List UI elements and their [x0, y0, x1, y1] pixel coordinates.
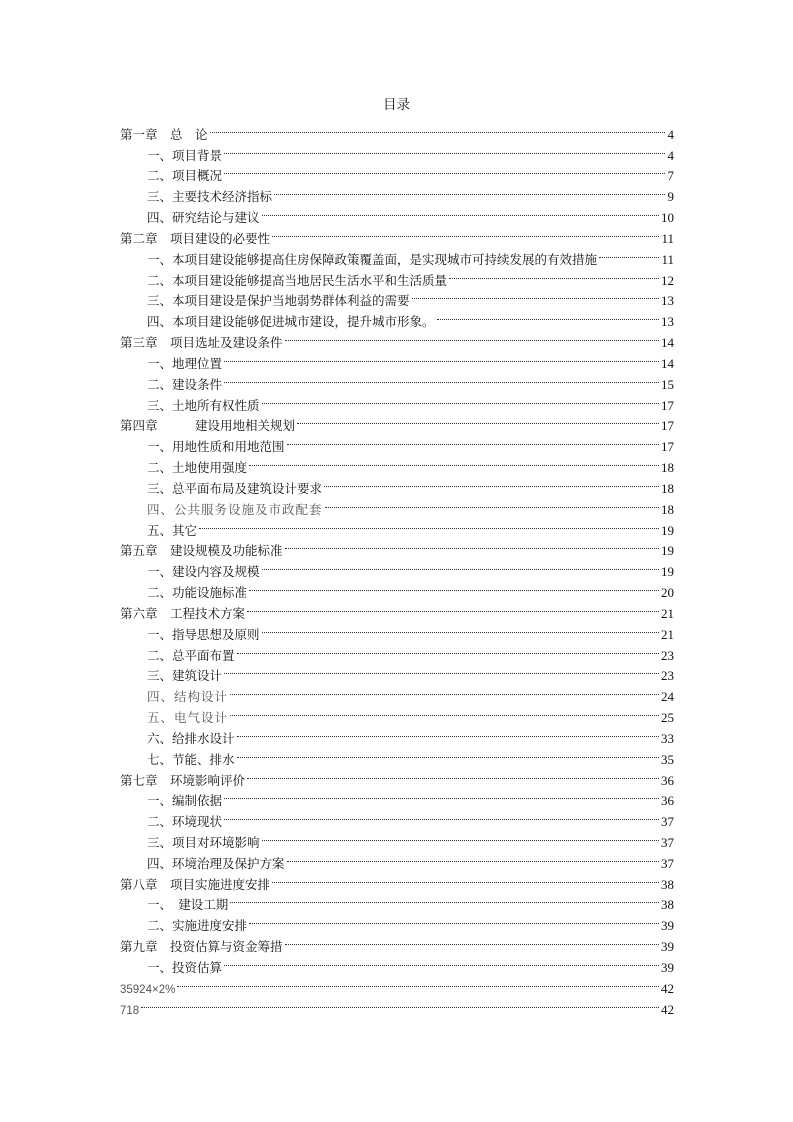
toc-entry-page-number: 14 [661, 355, 674, 371]
dot-leader [285, 326, 659, 347]
toc-entry-page-number: 15 [661, 376, 674, 392]
toc-entry-label: 四、结构设计 [147, 689, 229, 705]
toc-entry-page-number: 42 [661, 980, 674, 996]
toc-entry-label: 一、项目背景 [147, 147, 223, 163]
dot-leader [237, 722, 659, 743]
dot-leader [262, 201, 659, 222]
toc-entry-label: 四、环境治理及保护方案 [147, 855, 285, 871]
toc-entry-page-number: 37 [661, 814, 674, 830]
toc-entry-page-number: 20 [661, 585, 674, 601]
dot-leader [324, 472, 659, 493]
dot-leader [437, 305, 659, 326]
dot-leader [247, 597, 659, 618]
dot-leader [325, 493, 659, 514]
toc-entry-page-number: 24 [661, 689, 674, 705]
toc-entry-page-number: 23 [661, 668, 674, 684]
toc-entry-label: 二、功能设施标准 [147, 585, 248, 601]
toc-entry-page-number: 37 [661, 834, 674, 850]
toc-entry-page-number: 11 [661, 251, 674, 267]
toc-entry-page-number: 39 [661, 918, 674, 934]
dot-leader [287, 847, 659, 868]
dot-leader [224, 805, 659, 826]
toc-entry-label: 第二章 项目建设的必要性 [120, 230, 271, 246]
toc-entry-page-number: 13 [661, 314, 674, 330]
toc-entry-label: 三、总平面布局及建筑设计要求 [147, 480, 323, 496]
toc-entry-label: 三、主要技术经济指标 [147, 189, 273, 205]
toc-entry-label: 第五章 建设规模及功能标准 [120, 543, 283, 559]
toc-entry-page-number: 37 [661, 855, 674, 871]
toc-entry-page-number: 17 [661, 439, 674, 455]
toc-entry-label: 四、公共服务设施及市政配套 [147, 501, 323, 517]
toc-misc-entry[interactable] [120, 993, 674, 1017]
toc-entry-page-number: 13 [661, 293, 674, 309]
toc-entry-page-number: 19 [661, 522, 674, 538]
toc-entry-label: 一、地理位置 [147, 355, 223, 371]
toc-entry-page-number: 36 [661, 793, 674, 809]
dot-leader [177, 972, 659, 993]
dot-leader [262, 555, 659, 576]
toc-entry-label: 七、节能、排水 [147, 751, 235, 767]
dot-leader [230, 701, 659, 722]
toc-entry-page-number: 36 [661, 772, 674, 788]
toc-entry-page-number: 35 [661, 751, 674, 767]
toc-entry-label: 第七章 环境影响评价 [120, 772, 246, 788]
toc-entry-page-number: 14 [661, 335, 674, 351]
toc-entry-label: 二、项目概况 [147, 168, 223, 184]
toc-entry-label: 第三章 项目选址及建设条件 [120, 335, 283, 351]
toc-entry-page-number: 4 [667, 147, 674, 163]
dot-leader [274, 180, 665, 201]
dot-leader [224, 139, 665, 160]
toc-entry-label: 二、土地使用强度 [147, 460, 248, 476]
toc-entry-page-number: 7 [667, 168, 674, 184]
dot-leader [599, 243, 659, 264]
dot-leader [224, 160, 665, 181]
toc-entry-page-number: 11 [661, 230, 674, 246]
toc-entry-label: 一、指导思想及原则 [147, 626, 260, 642]
toc-entry-label: 第六章 工程技术方案 [120, 605, 246, 621]
toc-entry-label: 二、建设条件 [147, 376, 223, 392]
toc-entry-page-number: 18 [661, 480, 674, 496]
toc-entry-page-number: 38 [661, 876, 674, 892]
toc-entry-label: 五、其它 [147, 522, 198, 538]
toc-entry-page-number: 4 [667, 126, 674, 142]
toc-entry-label: 一、投资估算 [147, 959, 223, 975]
toc-entry-page-number: 23 [661, 647, 674, 663]
dot-leader [230, 889, 659, 910]
toc-entry-page-number: 39 [661, 959, 674, 975]
toc-entry-label: 四、本项目建设能够促进城市建设，提升城市形象。 [147, 314, 435, 330]
toc-entry-label: 第九章 投资估算与资金筹措 [120, 939, 283, 955]
dot-leader [237, 743, 659, 764]
toc-entry-page-number: 17 [661, 418, 674, 434]
toc-chapter-entry[interactable] [120, 118, 674, 142]
dot-leader [249, 451, 659, 472]
toc-entry-page-number: 25 [661, 710, 674, 726]
toc-entry-page-number: 33 [661, 730, 674, 746]
dot-leader [285, 535, 659, 556]
dot-leader [262, 389, 659, 410]
toc-entry-label: 三、建筑设计 [147, 668, 223, 684]
dot-leader [287, 430, 659, 451]
toc-entry-page-number: 18 [661, 501, 674, 517]
toc-entry-label: 二、总平面布置 [147, 647, 235, 663]
toc-entry-label: 五、电气设计 [147, 710, 229, 726]
toc-entry-label: 一、建设内容及规模 [147, 564, 260, 580]
toc-entry-page-number: 39 [661, 939, 674, 955]
toc-entry-page-number: 10 [661, 210, 674, 226]
toc-entry-page-number: 18 [661, 460, 674, 476]
dot-leader [249, 909, 659, 930]
toc-entry-label: 第四章 建设用地相关规划 [120, 418, 296, 434]
dot-leader [249, 576, 659, 597]
toc-entry-label: 一、本项目建设能够提高住房保障政策覆盖面，是实现城市可持续发展的有效措施 [147, 251, 598, 267]
toc-misc-entry[interactable] [120, 972, 674, 996]
toc-entry-label: 一、 建设工期 [147, 897, 229, 913]
toc-entry-label: 第八章 项目实施进度安排 [120, 876, 271, 892]
toc-entry-page-number: 21 [661, 626, 674, 642]
dot-leader [449, 264, 659, 285]
dot-leader [247, 764, 659, 785]
toc-entry-page-number: 38 [661, 897, 674, 913]
toc-entry-label: 三、土地所有权性质 [147, 397, 260, 413]
toc-title: 目录 [383, 97, 410, 113]
toc-entry-page-number: 12 [661, 272, 674, 288]
dot-leader [272, 868, 659, 889]
dot-leader [262, 618, 659, 639]
dot-leader [224, 951, 659, 972]
dot-leader [230, 680, 659, 701]
dot-leader [224, 368, 659, 389]
toc-entry-label: 四、研究结论与建议 [147, 210, 260, 226]
toc-entry-page-number: 9 [667, 189, 674, 205]
toc-entry-page-number: 42 [661, 1001, 674, 1017]
toc-entry-label: 第一章 总 论 [120, 126, 208, 142]
toc-entry-page-number: 21 [661, 605, 674, 621]
dot-leader [237, 639, 659, 660]
dot-leader [285, 930, 659, 951]
toc-entry-label: 718 [120, 1004, 140, 1017]
toc-entry-label: 二、本项目建设能够提高当地居民生活水平和生活质量 [147, 272, 448, 288]
toc-entry-page-number: 19 [661, 564, 674, 580]
dot-leader [224, 347, 659, 368]
table-of-contents [120, 118, 674, 1017]
toc-entry-label: 35924×2% [120, 983, 176, 996]
dot-leader [412, 285, 659, 306]
toc-entry-label: 二、环境现状 [147, 814, 223, 830]
toc-entry-label: 三、本项目建设是保护当地弱势群体利益的需要 [147, 293, 410, 309]
dot-leader [224, 785, 659, 806]
dot-leader [297, 410, 659, 431]
toc-entry-label: 一、用地性质和用地范围 [147, 439, 285, 455]
toc-entry-label: 三、项目对环境影响 [147, 834, 260, 850]
toc-section-entry[interactable] [120, 514, 674, 538]
dot-leader [224, 660, 659, 681]
dot-leader [141, 993, 659, 1014]
toc-entry-label: 六、给排水设计 [147, 730, 235, 746]
dot-leader [272, 222, 659, 243]
dot-leader [210, 118, 665, 139]
dot-leader [199, 514, 659, 535]
toc-entry-label: 二、实施进度安排 [147, 918, 248, 934]
toc-entry-page-number: 17 [661, 397, 674, 413]
dot-leader [262, 826, 659, 847]
toc-entry-page-number: 19 [661, 543, 674, 559]
toc-chapter-entry[interactable] [120, 535, 674, 559]
toc-entry-label: 一、编制依据 [147, 793, 223, 809]
